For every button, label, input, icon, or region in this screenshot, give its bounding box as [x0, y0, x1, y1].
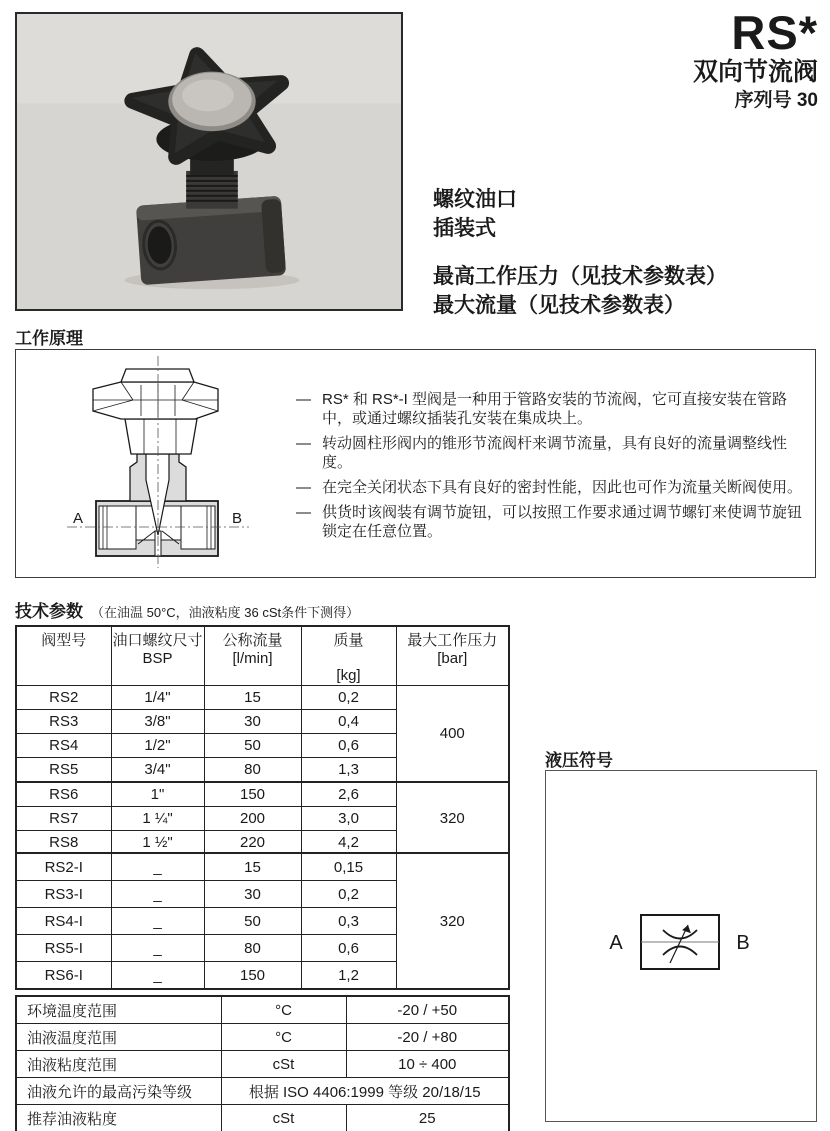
cell-port-thread: 1" — [111, 782, 204, 807]
cell-valve-model: RS2-I — [16, 853, 111, 881]
cell-nominal-flow: 150 — [204, 962, 301, 990]
cell-valve-model: RS3-I — [16, 881, 111, 908]
port-a-label: A — [72, 510, 84, 527]
bullet-dash: — — [296, 504, 311, 521]
cell-nominal-flow: 15 — [204, 685, 301, 709]
condition-row — [16, 1051, 509, 1078]
feature-item — [296, 478, 804, 497]
cell-nominal-flow: 200 — [204, 806, 301, 830]
cell-mass: 0,2 — [301, 881, 396, 908]
condition-row — [16, 1024, 509, 1051]
throttle-valve-symbol — [546, 771, 816, 1121]
intro-line: 最大流量（见技术参数表） — [433, 294, 685, 317]
cell-valve-model: RS5-I — [16, 935, 111, 962]
cell-port-thread: 1/4" — [111, 685, 204, 709]
cell-valve-model: RS6-I — [16, 962, 111, 990]
intro-block — [433, 185, 727, 320]
cell-mass: 2,6 — [301, 782, 396, 807]
col-header-port-thread: 油口螺纹尺寸 BSP — [111, 626, 204, 685]
cell-nominal-flow: 80 — [204, 935, 301, 962]
cell-port-thread: 1/2" — [111, 733, 204, 757]
table-row — [16, 853, 509, 881]
cell-max-pressure: 400 — [396, 685, 509, 782]
cell-mass: 0,2 — [301, 685, 396, 709]
cell-nominal-flow: 220 — [204, 830, 301, 855]
cell-condition-value: -20 / +80 — [346, 1024, 509, 1051]
cell-mass: 0,15 — [301, 853, 396, 881]
header-row — [16, 626, 509, 685]
tech-params-heading — [15, 597, 359, 622]
title-block — [693, 8, 818, 112]
tech-params-title: 技术参数 — [15, 602, 83, 621]
cell-port-thread: 1 ¼" — [111, 806, 204, 830]
tech-params-note: （在油温 50°C，油液粘度 36 cSt条件下测得） — [91, 605, 360, 620]
cell-condition-label: 油液允许的最高污染等级 — [16, 1078, 221, 1105]
condition-row — [16, 1105, 509, 1131]
intro-line: 螺纹油口 — [433, 188, 517, 211]
cell-nominal-flow: 50 — [204, 908, 301, 935]
hydraulic-symbol-panel — [545, 770, 817, 1122]
tech-table-cartridge — [15, 852, 510, 990]
feature-item — [296, 434, 804, 472]
cell-nominal-flow: 50 — [204, 733, 301, 757]
working-principle-heading: 工作原理 — [15, 329, 83, 348]
cell-nominal-flow: 80 — [204, 757, 301, 782]
cell-valve-model: RS2 — [16, 685, 111, 709]
cell-condition-unit: cSt — [221, 1051, 346, 1078]
cell-mass: 1,3 — [301, 757, 396, 782]
symbol-port-b-label: B — [736, 932, 750, 954]
cell-port-thread: _ — [111, 853, 204, 881]
cell-valve-model: RS4 — [16, 733, 111, 757]
port-b-label: B — [231, 510, 243, 527]
cell-nominal-flow: 30 — [204, 881, 301, 908]
cell-valve-model: RS8 — [16, 830, 111, 855]
cell-port-thread: _ — [111, 908, 204, 935]
cell-condition-unit: °C — [221, 1024, 346, 1051]
cell-mass: 0,4 — [301, 709, 396, 733]
cell-port-thread: 1 ½" — [111, 830, 204, 855]
col-header-nominal-flow: 公称流量 [l/min] — [204, 626, 301, 685]
bullet-dash: — — [296, 391, 311, 408]
tech-table-main — [15, 625, 510, 856]
cell-port-thread: _ — [111, 935, 204, 962]
condition-row — [16, 996, 509, 1024]
cell-condition-unit: cSt — [221, 1105, 346, 1131]
col-header-mass: 质量 [kg] — [301, 626, 396, 685]
intro-line: 最高工作压力（见技术参数表） — [433, 265, 727, 288]
cell-valve-model: RS6 — [16, 782, 111, 807]
table-row — [16, 685, 509, 709]
valve-photo-illustration — [17, 14, 401, 309]
symbol-port-a-label: A — [609, 932, 623, 954]
cell-condition-value: 10 ÷ 400 — [346, 1051, 509, 1078]
cell-port-thread: _ — [111, 881, 204, 908]
cell-port-thread: _ — [111, 962, 204, 990]
cell-nominal-flow: 15 — [204, 853, 301, 881]
cell-nominal-flow: 30 — [204, 709, 301, 733]
cell-condition-value: -20 / +50 — [346, 996, 509, 1024]
feature-text: RS* 和 RS*-I 型阀是一种用于管路安装的节流阀，它可直接安装在管路中，或通过螺纹插装孔安装在集成块上。 — [322, 391, 788, 427]
product-name: 双向节流阀 — [692, 58, 818, 87]
cell-port-thread: 3/8" — [111, 709, 204, 733]
cell-condition-label: 油液粘度范围 — [16, 1051, 221, 1078]
col-header-valve-model: 阀型号 — [16, 626, 111, 685]
cell-condition-unit: °C — [221, 996, 346, 1024]
cell-condition-value: 25 — [346, 1105, 509, 1131]
feature-item — [296, 503, 804, 541]
feature-text: 在完全关闭状态下具有良好的密封性能，因此也可作为流量关断阀使用。 — [322, 479, 803, 496]
feature-text: 转动圆柱形阀内的锥形节流阀杆来调节流量，具有良好的流量调整线性度。 — [322, 435, 788, 471]
cell-mass: 4,2 — [301, 830, 396, 855]
working-principle-panel — [15, 349, 816, 578]
valve-cross-section-drawing — [45, 354, 275, 572]
cell-port-thread: 3/4" — [111, 757, 204, 782]
cell-valve-model: RS4-I — [16, 908, 111, 935]
hydraulic-symbol-heading: 液压符号 — [545, 751, 613, 770]
cell-mass: 3,0 — [301, 806, 396, 830]
cell-mass: 0,6 — [301, 935, 396, 962]
cell-valve-model: RS3 — [16, 709, 111, 733]
cell-valve-model: RS7 — [16, 806, 111, 830]
cell-max-pressure: 320 — [396, 782, 509, 855]
cell-condition-label: 油液温度范围 — [16, 1024, 221, 1051]
cell-condition-label: 环境温度范围 — [16, 996, 221, 1024]
cell-nominal-flow: 150 — [204, 782, 301, 807]
feature-item — [296, 390, 804, 428]
table-row — [16, 782, 509, 807]
feature-text: 供货时该阀装有调节旋钮，可以按照工作要求通过调节螺钉来使调节旋钮锁定在任意位置。 — [322, 504, 803, 540]
cell-mass: 0,3 — [301, 908, 396, 935]
series-number: 序列号 30 — [734, 89, 818, 111]
bullet-dash: — — [296, 435, 311, 452]
feature-list — [296, 390, 804, 547]
model-code: RS* — [731, 6, 818, 59]
cell-condition-merged-value: 根据 ISO 4406:1999 等级 20/18/15 — [221, 1078, 509, 1105]
bullet-dash: — — [296, 479, 311, 496]
condition-row — [16, 1078, 509, 1105]
cell-max-pressure: 320 — [396, 853, 509, 989]
product-photo — [15, 12, 403, 311]
col-header-max-pressure: 最大工作压力 [bar] — [396, 626, 509, 685]
cell-condition-label: 推荐油液粘度 — [16, 1105, 221, 1131]
cell-mass: 1,2 — [301, 962, 396, 990]
cell-mass: 0,6 — [301, 733, 396, 757]
conditions-table — [15, 995, 510, 1131]
cell-valve-model: RS5 — [16, 757, 111, 782]
intro-line: 插装式 — [433, 217, 496, 240]
